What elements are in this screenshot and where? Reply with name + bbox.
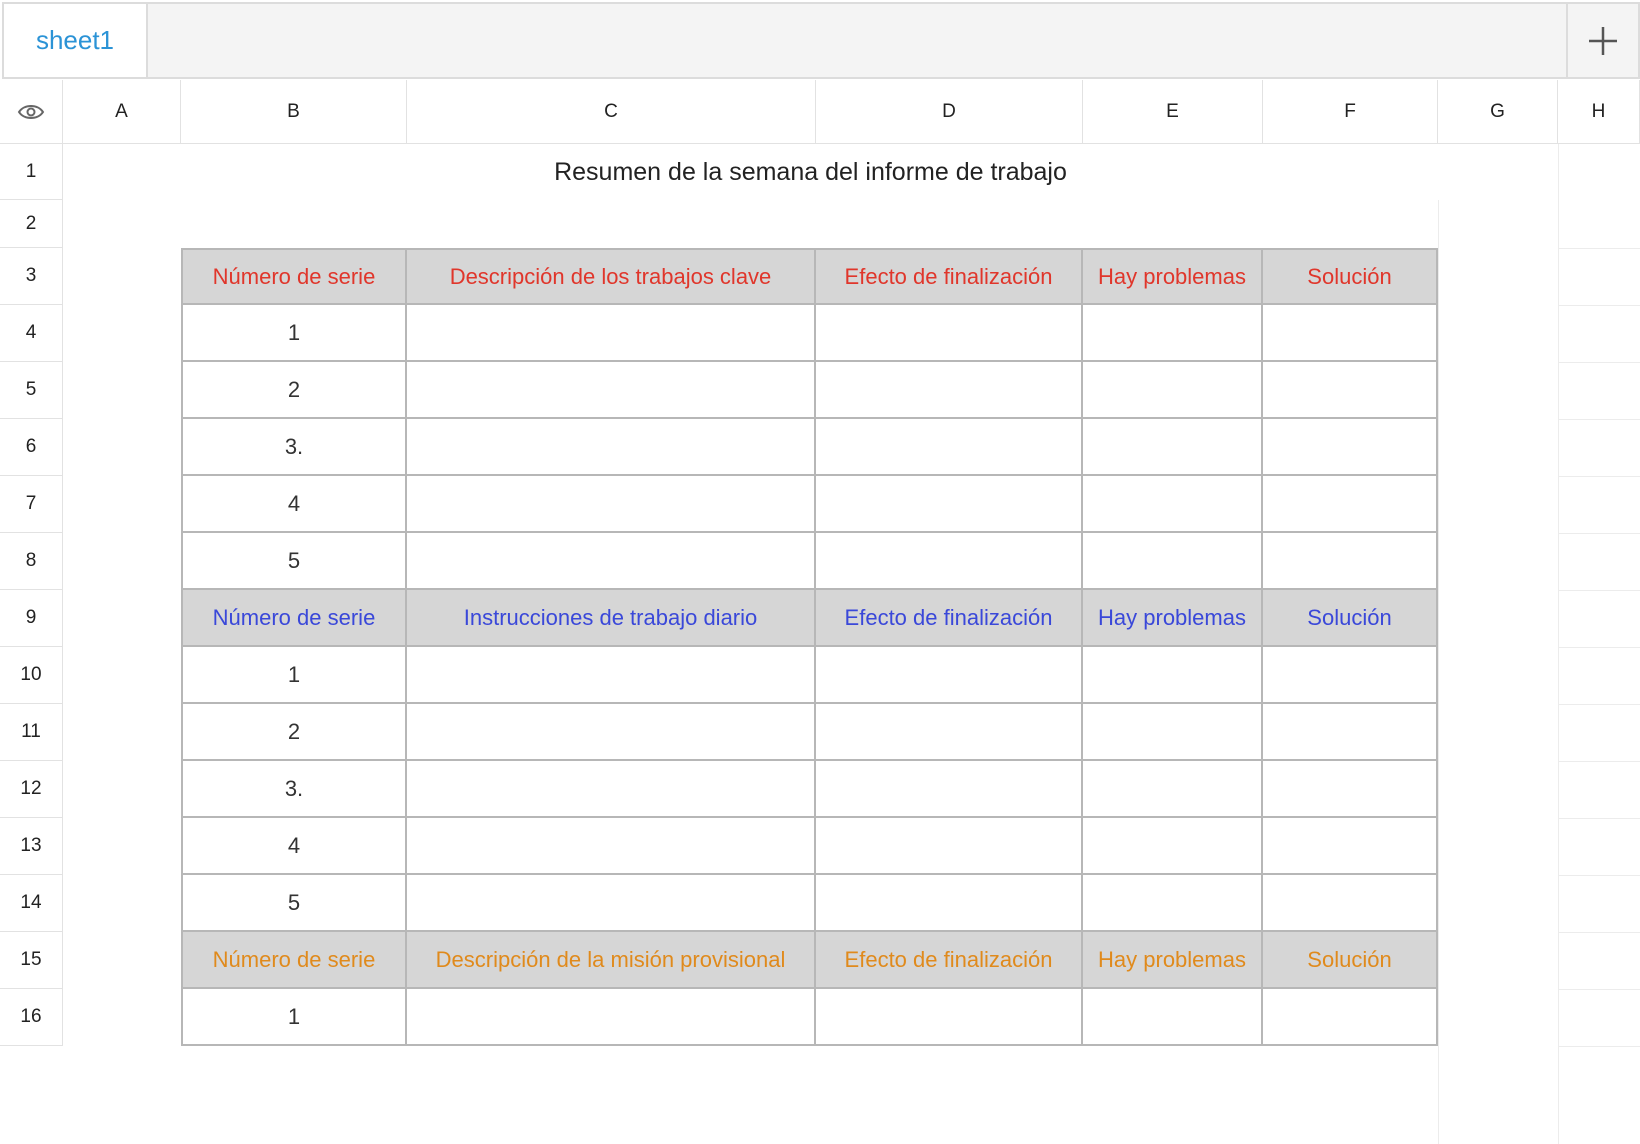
table-cell[interactable]	[1083, 818, 1263, 875]
gridline	[1558, 362, 1640, 363]
column-header-e[interactable]: E	[1083, 80, 1263, 144]
table-cell[interactable]	[816, 818, 1083, 875]
gridline	[1558, 590, 1640, 591]
serial-number-cell[interactable]: 3.	[181, 761, 407, 818]
row-header-5[interactable]: 5	[0, 362, 63, 419]
column-header-a[interactable]: A	[63, 80, 181, 144]
plus-icon	[1586, 24, 1620, 58]
gridline	[1558, 818, 1640, 819]
table-cell[interactable]	[816, 476, 1083, 533]
row-header-2[interactable]: 2	[0, 200, 63, 248]
table-cell[interactable]	[1263, 419, 1438, 476]
table-header-cell[interactable]: Descripción de los trabajos clave	[407, 248, 816, 305]
gridline	[1558, 144, 1559, 1144]
table-cell[interactable]	[1083, 704, 1263, 761]
table-cell[interactable]	[816, 362, 1083, 419]
gridline	[1558, 419, 1640, 420]
table-cell[interactable]	[816, 305, 1083, 362]
table-cell[interactable]	[407, 305, 816, 362]
table-cell[interactable]	[407, 476, 816, 533]
gridline	[1438, 144, 1439, 1144]
table-cell[interactable]	[1263, 305, 1438, 362]
gridline	[1558, 1046, 1640, 1047]
row-header-15[interactable]: 15	[0, 932, 63, 989]
serial-number-cell[interactable]: 1	[181, 305, 407, 362]
table-cell[interactable]	[1263, 818, 1438, 875]
gridline	[1558, 761, 1640, 762]
gridline	[1558, 647, 1640, 648]
row-header-16[interactable]: 16	[0, 989, 63, 1046]
row-header-14[interactable]: 14	[0, 875, 63, 932]
table-header-cell[interactable]: Número de serie	[181, 932, 407, 989]
table-header-cell[interactable]: Número de serie	[181, 248, 407, 305]
table-cell[interactable]	[1263, 875, 1438, 932]
table-cell[interactable]	[407, 818, 816, 875]
visibility-toggle[interactable]	[0, 80, 63, 144]
table-header-cell[interactable]: Hay problemas	[1083, 248, 1263, 305]
column-header-d[interactable]: D	[816, 80, 1083, 144]
serial-number-cell[interactable]: 5	[181, 875, 407, 932]
table-cell[interactable]	[1263, 362, 1438, 419]
gridline	[1558, 476, 1640, 477]
row-header-6[interactable]: 6	[0, 419, 63, 476]
gridline	[1558, 248, 1640, 249]
gridline	[1558, 989, 1640, 990]
table-cell[interactable]	[1083, 476, 1263, 533]
table-header-cell[interactable]: Solución	[1263, 590, 1438, 647]
table-header-cell[interactable]: Efecto de finalización	[816, 590, 1083, 647]
eye-icon	[17, 103, 45, 121]
row-header-8[interactable]: 8	[0, 533, 63, 590]
table-header-cell[interactable]: Efecto de finalización	[816, 932, 1083, 989]
table-cell[interactable]	[1263, 647, 1438, 704]
table-cell[interactable]	[816, 533, 1083, 590]
serial-number-cell[interactable]: 3.	[181, 419, 407, 476]
table-cell[interactable]	[407, 419, 816, 476]
row-header-3[interactable]: 3	[0, 248, 63, 305]
tab-sheet1[interactable]: sheet1	[4, 4, 148, 77]
table-cell[interactable]	[407, 362, 816, 419]
table-cell[interactable]	[1263, 989, 1438, 1046]
table-header-cell[interactable]: Hay problemas	[1083, 590, 1263, 647]
serial-number-cell[interactable]: 4	[181, 818, 407, 875]
serial-number-cell[interactable]: 1	[181, 647, 407, 704]
table-cell[interactable]	[407, 761, 816, 818]
table-cell[interactable]	[816, 761, 1083, 818]
table-cell[interactable]	[1083, 761, 1263, 818]
table-cell[interactable]	[407, 647, 816, 704]
table-header-cell[interactable]: Instrucciones de trabajo diario	[407, 590, 816, 647]
table-header-cell[interactable]: Solución	[1263, 248, 1438, 305]
serial-number-cell[interactable]: 5	[181, 533, 407, 590]
row-header-13[interactable]: 13	[0, 818, 63, 875]
table-cell[interactable]	[816, 419, 1083, 476]
serial-number-cell[interactable]: 2	[181, 704, 407, 761]
table-cell[interactable]	[407, 704, 816, 761]
table-cell[interactable]	[1083, 647, 1263, 704]
table-header-cell[interactable]: Solución	[1263, 932, 1438, 989]
row-header-9[interactable]: 9	[0, 590, 63, 647]
row-header-10[interactable]: 10	[0, 647, 63, 704]
gridline	[1558, 305, 1640, 306]
table-cell[interactable]	[1263, 533, 1438, 590]
serial-number-cell[interactable]: 2	[181, 362, 407, 419]
table-header-cell[interactable]: Descripción de la misión provisional	[407, 932, 816, 989]
table-cell[interactable]	[1263, 704, 1438, 761]
table-header-cell[interactable]: Número de serie	[181, 590, 407, 647]
table-cell[interactable]	[407, 533, 816, 590]
gridline	[1558, 533, 1640, 534]
serial-number-cell[interactable]: 4	[181, 476, 407, 533]
serial-number-cell[interactable]: 1	[181, 989, 407, 1046]
gridline	[1558, 875, 1640, 876]
sheet-title-cell[interactable]: Resumen de la semana del informe de trabajo	[63, 144, 1558, 200]
sheet-tab-bar	[2, 2, 1640, 79]
table-cell[interactable]	[1083, 533, 1263, 590]
add-sheet-button[interactable]	[1566, 4, 1638, 77]
column-header-h[interactable]: H	[1558, 80, 1640, 144]
table-header-cell[interactable]: Hay problemas	[1083, 932, 1263, 989]
row-header-4[interactable]: 4	[0, 305, 63, 362]
row-header-11[interactable]: 11	[0, 704, 63, 761]
table-cell[interactable]	[816, 647, 1083, 704]
gridline	[1558, 704, 1640, 705]
table-cell[interactable]	[1083, 305, 1263, 362]
table-cell[interactable]	[407, 875, 816, 932]
table-cell[interactable]	[816, 875, 1083, 932]
table-cell[interactable]	[816, 989, 1083, 1046]
row-header-7[interactable]: 7	[0, 476, 63, 533]
table-cell[interactable]	[1263, 476, 1438, 533]
row-header-12[interactable]: 12	[0, 761, 63, 818]
table-cell[interactable]	[407, 989, 816, 1046]
table-header-cell[interactable]: Efecto de finalización	[816, 248, 1083, 305]
column-header-b[interactable]: B	[181, 80, 407, 144]
table-cell[interactable]	[1083, 362, 1263, 419]
gridline	[1558, 932, 1640, 933]
table-cell[interactable]	[1083, 875, 1263, 932]
table-cell[interactable]	[816, 704, 1083, 761]
column-header-f[interactable]: F	[1263, 80, 1438, 144]
column-header-c[interactable]: C	[407, 80, 816, 144]
column-header-g[interactable]: G	[1438, 80, 1558, 144]
row-header-1[interactable]: 1	[0, 144, 63, 200]
table-cell[interactable]	[1263, 761, 1438, 818]
table-cell[interactable]	[1083, 989, 1263, 1046]
table-cell[interactable]	[1083, 419, 1263, 476]
